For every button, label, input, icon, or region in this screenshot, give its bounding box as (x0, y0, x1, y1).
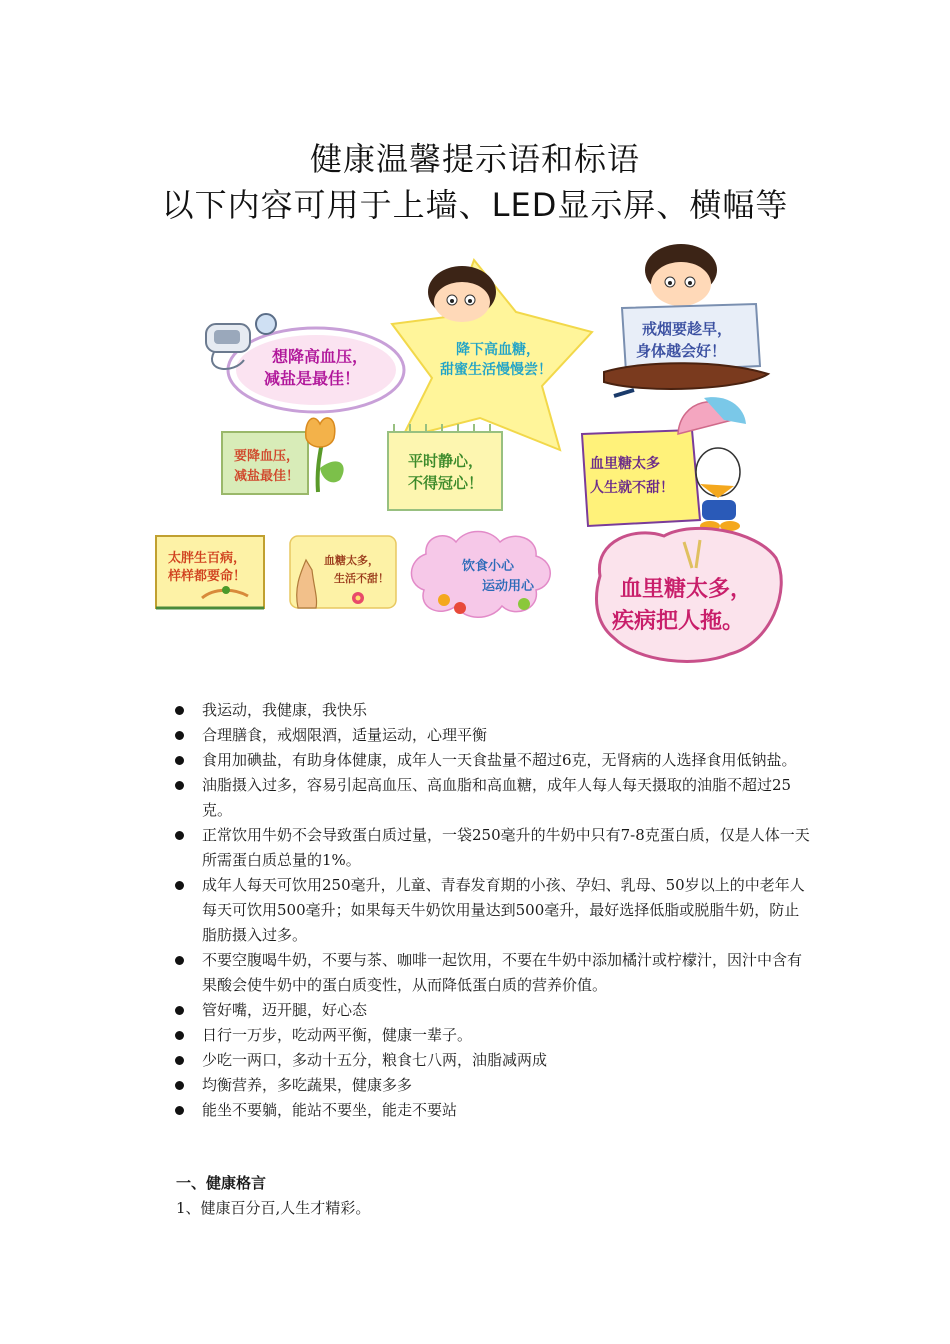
sign-sugar-big-line1: 血里糖太多， (620, 577, 753, 602)
flower-icon (352, 592, 364, 604)
maxim-item: 1、健康百分百,人生才精彩。 (176, 1199, 371, 1217)
health-tips-list (172, 698, 812, 1123)
list-item: 正常饮用牛奶不会导致蛋白质过量，一袋250毫升的牛奶中只有7-8克蛋白质，仅是人体一天所需蛋白质总量的1%。 (172, 823, 812, 873)
sign-sugar-duck-line2: 人生就不甜！ (590, 480, 674, 496)
list-item: 合理膳食，戒烟限酒，适量运动，心理平衡 (172, 723, 812, 748)
sign-fat (156, 536, 264, 608)
page-subtitle: 以下内容可用于上墙、LED显示屏、横幅等 (161, 186, 789, 224)
list-item: 管好嘴，迈开腿，好心态 (172, 998, 812, 1023)
section-heading: 一、健康格言 (176, 1174, 267, 1192)
health-slogan-illustration (144, 224, 798, 684)
page-title: 健康温馨提示语和标语 (309, 140, 640, 178)
sign-bp-salt-line2: 减盐是最佳！ (264, 369, 361, 388)
list-item: 我运动，我健康，我快乐 (172, 698, 812, 723)
sign-fat-line1: 太胖生百病， (168, 551, 247, 566)
list-item: 日行一万步，吃动两平衡，健康一辈子。 (172, 1023, 812, 1048)
sign-bp-salt-line1: 想降高血压， (272, 347, 369, 366)
list-item: 油脂摄入过多，容易引起高血压、高血脂和高血糖，成年人每人每天摄取的油脂不超过25克。 (172, 773, 812, 823)
sign-sugar-big-line2: 疾病把人拖。 (612, 609, 745, 634)
list-item: 食用加碘盐，有助身体健康，成年人一天食盐量不超过6克，无肾病的人选择食用低钠盐。 (172, 748, 812, 773)
sign-sugar-sweet-line1: 血糖太多， (324, 554, 379, 567)
sign-bp-salt2-line2: 减盐最佳！ (234, 469, 300, 484)
list-item: 均衡营养，多吃蔬果，健康多多 (172, 1073, 812, 1098)
sign-calm-line2: 不得冠心！ (408, 474, 484, 492)
sign-bp-salt2-line1: 要降血压， (234, 449, 300, 464)
sign-fat-line2: 样样都要命！ (168, 569, 247, 584)
list-item: 能坐不要躺，能站不要坐，能走不要站 (172, 1098, 812, 1123)
sign-star-sugar-line2: 甜蜜生活慢慢尝！ (440, 362, 552, 378)
sign-star-sugar-line1: 降下高血糖， (456, 342, 540, 358)
list-item: 不要空腹喝牛奶，不要与茶、咖啡一起饮用，不要在牛奶中添加橘汁或柠檬汁，因汁中含有果酸会使牛奶中的蛋白质变性，从而降低蛋白质的营养价值。 (172, 948, 812, 998)
sign-diet-sport-line1: 饮食小心 (462, 559, 515, 574)
sign-sugar-duck-line1: 血里糖太多 (590, 456, 660, 472)
sign-calm (388, 424, 502, 510)
sign-sugar-big (597, 528, 782, 661)
list-item: 少吃一两口，多动十五分，粮食七八两，油脂减两成 (172, 1048, 812, 1073)
list-item: 成年人每天可饮用250毫升，儿童、青春发育期的小孩、孕妇、乳母、50岁以上的中老年人每天可饮用500毫升；如果每天牛奶饮用量达到500毫升，最好选择低脂或脱脂牛奶，防止脂肪摄入过多。 (172, 873, 812, 948)
sign-sugar-sweet-line2: 生活不甜！ (334, 572, 389, 585)
sign-sugar-sweet (290, 536, 396, 608)
sign-calm-line1: 平时静心， (408, 452, 484, 470)
sign-diet-sport (411, 532, 550, 618)
sign-diet-sport-line2: 运动用心 (482, 579, 535, 594)
sign-quit-smoke-line1: 戒烟要趁早， (642, 320, 733, 338)
sign-quit-smoke-line2: 身体越会好！ (636, 342, 727, 360)
